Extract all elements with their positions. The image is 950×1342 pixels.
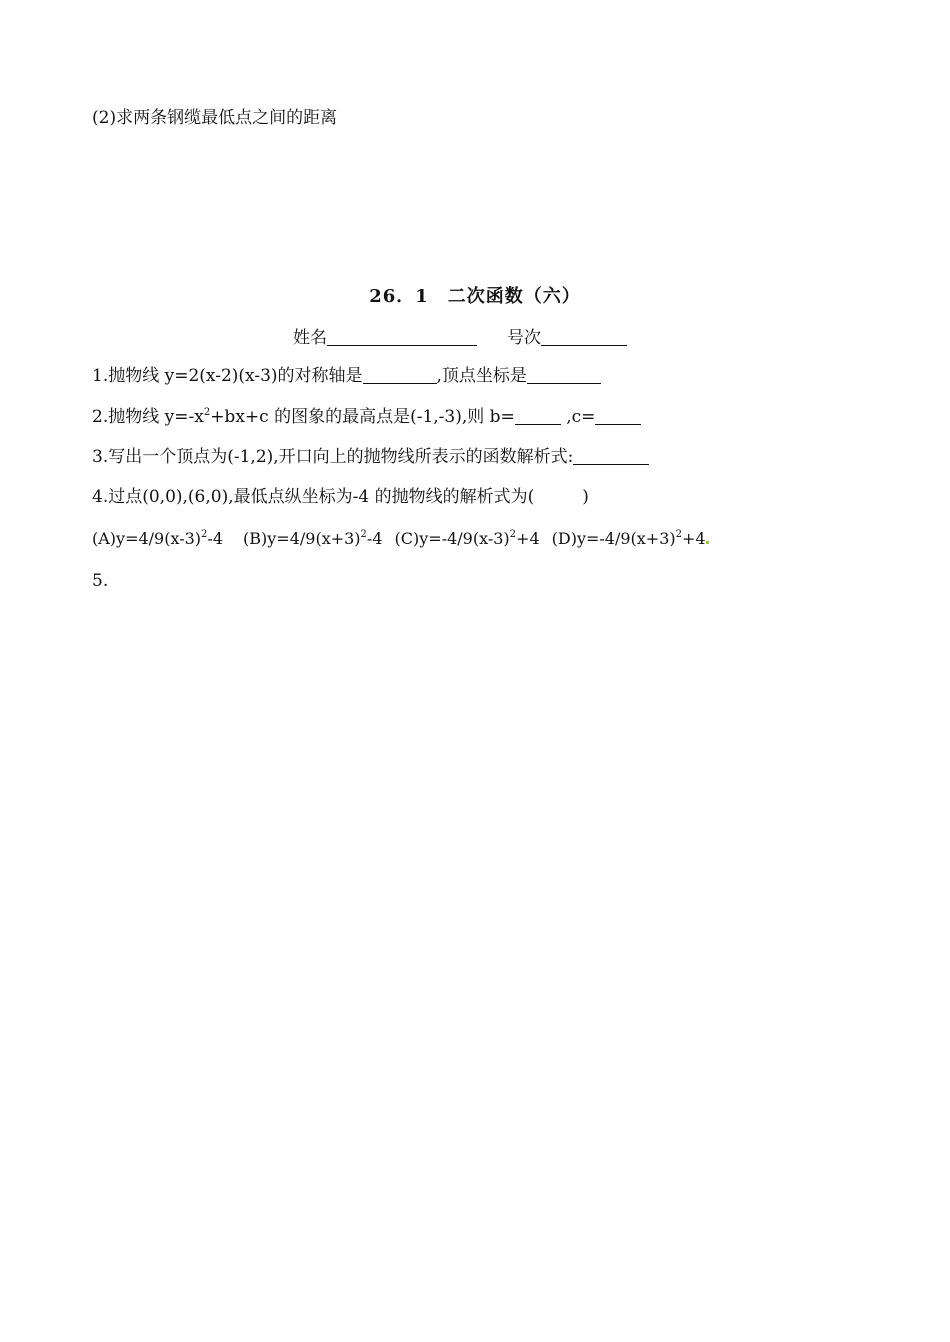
- q1-text: 1.抛物线 y=2(x-2)(x-3)的对称轴是: [92, 366, 363, 386]
- q1-axis-blank[interactable]: [363, 367, 437, 384]
- option-a-exponent: 2: [201, 529, 208, 540]
- q3-text: 3.写出一个顶点为(-1,2),开口向上的抛物线所表示的函数解析式:: [92, 447, 574, 467]
- option-a-tail: -4: [207, 529, 224, 548]
- q2-text: 2.抛物线 y=-x: [92, 407, 204, 427]
- name-number-line: [293, 323, 627, 348]
- option-d-tail: +4: [682, 529, 706, 548]
- q2-exponent: 2: [203, 407, 211, 418]
- q4-options: [92, 528, 709, 550]
- question-2: [92, 406, 641, 428]
- q2-b-blank[interactable]: [515, 408, 561, 425]
- part2-question: (2)求两条钢缆最低点之间的距离: [92, 108, 338, 128]
- q2-c-blank[interactable]: [595, 408, 641, 425]
- q1-vertex-blank[interactable]: [527, 367, 601, 384]
- name-blank[interactable]: [327, 329, 477, 346]
- option-b-text: (B)y=4/9(x+3): [243, 529, 361, 548]
- q1-mid-text: ,顶点坐标是: [436, 366, 527, 386]
- option-a-text: (A)y=4/9(x-3): [92, 529, 202, 548]
- option-b-tail: -4: [366, 529, 383, 548]
- question-1: [92, 365, 601, 387]
- option-d-text: (D)y=-4/9(x+3): [551, 529, 676, 548]
- q2-mid-text: +bx+c 的图象的最高点是(-1,-3),则 b=: [210, 407, 515, 427]
- green-dot-mark: [706, 541, 709, 544]
- q4-close-paren: ): [582, 487, 589, 507]
- name-label: 姓名: [293, 328, 327, 348]
- option-b-exponent: 2: [360, 529, 367, 540]
- number-blank[interactable]: [541, 329, 627, 346]
- option-c-tail: +4: [516, 529, 540, 548]
- question-5: 5.: [92, 571, 109, 591]
- option-a[interactable]: [92, 529, 223, 548]
- option-c-exponent: 2: [509, 529, 517, 540]
- question-3: [92, 446, 649, 468]
- q3-answer-blank[interactable]: [573, 448, 649, 465]
- q4-text: 4.过点(0,0),(6,0),最低点纵坐标为-4 的抛物线的解析式为(: [92, 487, 535, 507]
- option-d[interactable]: [552, 529, 706, 548]
- question-4: [92, 486, 589, 508]
- option-d-exponent: 2: [675, 529, 683, 540]
- option-b[interactable]: [243, 529, 383, 548]
- option-c[interactable]: [395, 529, 540, 548]
- q2-c-label: ,c=: [560, 407, 596, 427]
- option-c-text: (C)y=-4/9(x-3): [394, 529, 510, 548]
- number-label: 号次: [507, 328, 541, 348]
- section-title: 26．1 二次函数（六）: [369, 286, 581, 307]
